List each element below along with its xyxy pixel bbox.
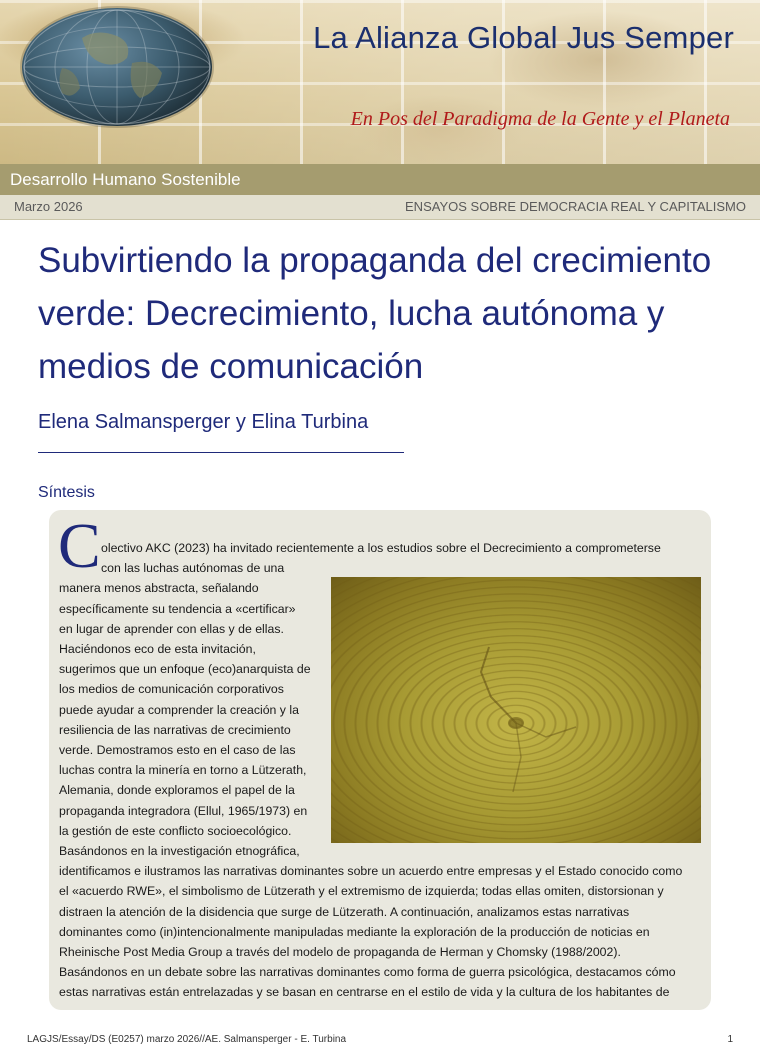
abstract-line: resiliencia de las narrativas de crecimiento <box>59 722 291 737</box>
article-title: Subvirtiendo la propaganda del crecimiento verde: Decrecimiento, lucha autónoma y medios de comunicación <box>38 241 712 386</box>
publication-date: Marzo 2026 <box>14 199 83 214</box>
header-banner <box>0 0 760 164</box>
drop-cap: C <box>58 510 101 581</box>
abstract-line: Basándonos en la investigación etnográfica, <box>59 844 300 858</box>
abstract-line: con las luchas autónomas de una <box>101 561 285 576</box>
abstract-line: luchas contra la minería en torno a Lützerath, <box>59 763 307 778</box>
abstract-line: los medios de comunicación corporativos <box>59 682 284 697</box>
abstract-line: manera menos abstracta, señalando <box>59 581 259 596</box>
abstract-line: Basándonos en un debate sobre las narrativas dominantes como forma de guerra psicológica, destacamos cómo <box>59 965 676 980</box>
series-name: ENSAYOS SOBRE DEMOCRACIA REAL Y CAPITALISMO <box>405 199 746 214</box>
abstract-line: olectivo AKC (2023) ha invitado recientemente a los estudios sobre el Decrecimiento a comprometerse <box>101 541 661 555</box>
site-tagline: En Pos del Paradigma de la Gente y el Planeta <box>350 108 730 130</box>
footer-citation: LAGJS/Essay/DS (E0257) marzo 2026//AE. Salmansperger - E. Turbina <box>27 1034 347 1045</box>
abstract-line: el «acuerdo RWE», el simbolismo de Lützerath y el extremismo de izquierda; todas ellas omiten, distorsionan y <box>59 884 664 899</box>
abstract-line: estas narrativas están entrelazadas y se basan en centrarse en el estilo de vida y la cultura de los habitantes de <box>59 985 670 1000</box>
site-title: La Alianza Global Jus Semper <box>313 20 734 55</box>
abstract-line: en lugar de aprender con ellas y de ellas. <box>59 621 284 636</box>
abstract-line: la gestión de este conflicto socioecológico. <box>59 823 292 838</box>
article-authors: Elena Salmansperger y Elina Turbina <box>38 411 369 433</box>
section-label: Desarrollo Humano Sostenible <box>10 170 241 189</box>
page-number: 1 <box>727 1034 733 1045</box>
divider <box>38 452 404 453</box>
abstract-line: Haciéndonos eco de esta invitación, <box>59 642 256 656</box>
abstract-line: verde. Demostramos esto en el caso de las <box>59 743 296 757</box>
abstract-line: puede ayudar a comprender la creación y la <box>59 702 299 717</box>
abstract-line: sugerimos que un enfoque (eco)anarquista de <box>59 662 311 677</box>
abstract-line: identificamos e ilustramos las narrativas dominantes sobre un acuerdo entre empresas y el Estado conocido como <box>59 864 683 879</box>
tree-rings-image <box>331 577 701 843</box>
abstract-line: Alemania, donde exploramos el papel de la <box>59 783 295 798</box>
abstract-line: distraen la atención de la disidencia que surge de Lützerath. A continuación, analizamos estas narrativas <box>59 904 630 919</box>
abstract-line: específicamente su tendencia a «certificar» <box>59 601 296 616</box>
abstract-line: Rheinische Post Media Group a través del modelo de propaganda de Herman y Chomsky (1988/2002). <box>59 945 621 959</box>
globe-icon <box>22 8 212 126</box>
abstract-heading: Síntesis <box>38 484 95 501</box>
abstract-line: propaganda integradora (Ellul, 1965/1973) en <box>59 803 308 818</box>
abstract-line: dominantes como (in)intencionalmente manipuladas mediante la exploración de la producción de noticias en <box>59 924 650 939</box>
